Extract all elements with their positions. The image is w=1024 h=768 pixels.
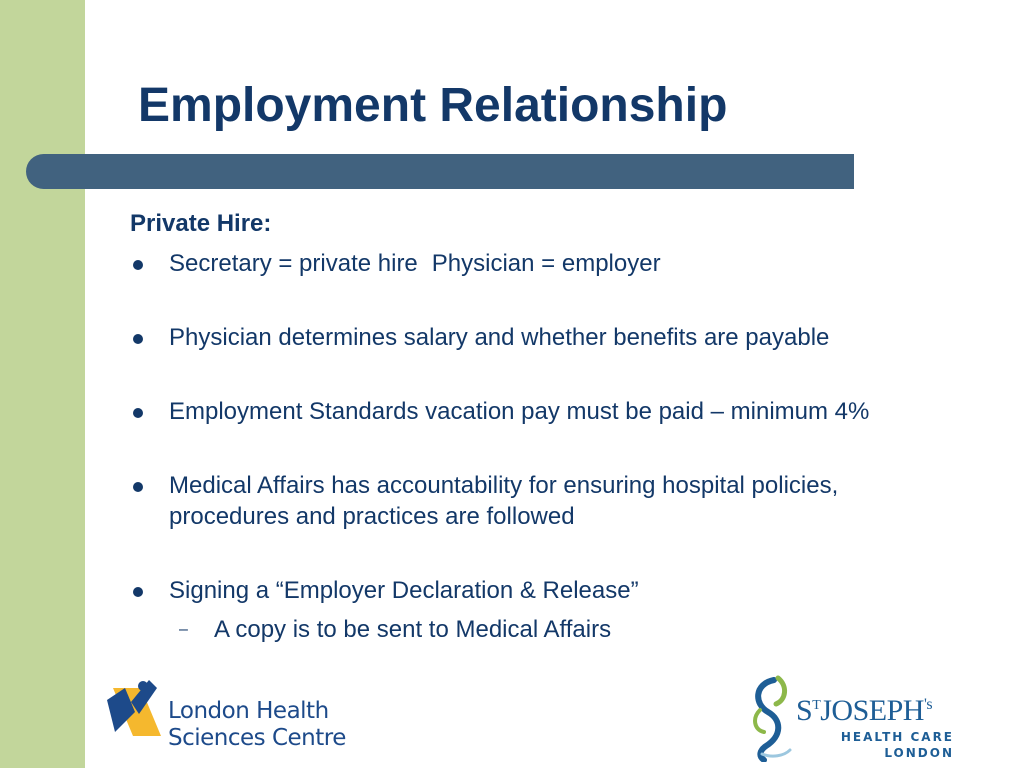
bullet-text: procedures and practices are followed	[169, 503, 575, 530]
bullet-item	[130, 322, 1010, 353]
lhsc-name-line2: Sciences Centre	[168, 725, 346, 751]
bullet-text: Physician = employer	[431, 250, 661, 277]
bullet-dot-icon	[133, 587, 143, 597]
bullet-item	[130, 396, 1010, 427]
subheading: Private Hire:	[130, 210, 272, 237]
bullet-text: Medical Affairs has accountability for ensuring hospital policies,	[169, 472, 839, 499]
sjhc-line3: LONDON	[884, 746, 954, 760]
dash-icon: –	[179, 621, 188, 638]
bullet-text: Secretary = private hire	[169, 250, 418, 277]
bullet-text: Physician determines salary and whether benefits are payable	[169, 324, 830, 351]
st-josephs-logo-icon	[748, 674, 798, 762]
st-josephs-logo	[748, 672, 960, 764]
slide-content	[130, 208, 1010, 645]
side-accent-band	[0, 0, 85, 768]
bullet-text: Employment Standards vacation pay must be paid – minimum 4%	[169, 398, 870, 425]
bullet-dot-icon	[133, 408, 143, 418]
sub-bullet-item	[130, 614, 1010, 645]
lhsc-name-line1: London Health	[168, 698, 329, 724]
sjhc-name-main: JOSEPH	[820, 694, 924, 727]
bullet-item	[130, 470, 1010, 532]
bullet-text: Signing a “Employer Declaration & Release”	[169, 577, 639, 604]
lhsc-logo	[103, 680, 353, 760]
bullet-item	[130, 248, 1010, 279]
bullet-dot-icon	[133, 334, 143, 344]
bullet-dot-icon	[133, 482, 143, 492]
sjhc-line2: HEALTH CARE	[840, 730, 954, 744]
sjhc-name-t: T	[812, 698, 821, 713]
lhsc-logo-icon	[103, 680, 163, 736]
bullet-dot-icon	[133, 260, 143, 270]
sjhc-name-suffix: 's	[923, 696, 933, 713]
sjhc-name-prefix: S	[796, 694, 813, 727]
sub-bullet-text: A copy is to be sent to Medical Affairs	[214, 616, 612, 643]
slide-title: Employment Relationship	[138, 79, 728, 132]
title-underline-bar	[26, 154, 854, 189]
bullet-item	[130, 575, 1010, 606]
